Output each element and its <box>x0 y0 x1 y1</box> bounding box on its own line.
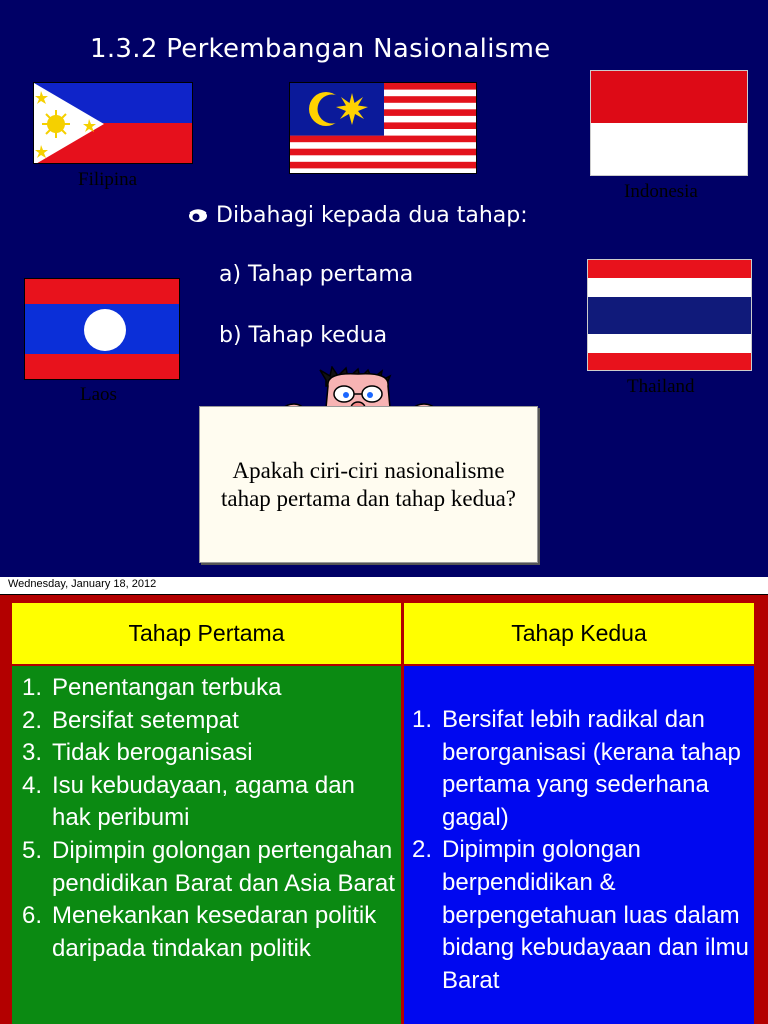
list-item: 6. Menekankan kesedaran politik daripada tindakan politik <box>22 902 377 962</box>
stages-intro <box>188 203 528 228</box>
indonesia-flag <box>590 70 748 176</box>
thailand-label: Thailand <box>627 376 695 397</box>
question-card <box>199 406 538 563</box>
malaysia-flag <box>289 82 477 174</box>
philippines-flag <box>33 82 193 164</box>
list-item: 1. Bersifat lebih radikal dan berorganisasi (kerana tahap pertama yang sederhana gagal) <box>412 706 741 831</box>
list-item: 2. Dipimpin golongan berpendidikan & berpengetahuan luas dalam bidang kebudayaan dan ilmu Barat <box>412 836 749 994</box>
list-item: 4. Isu kebudayaan, agama dan hak peribumi <box>22 771 355 832</box>
stage-b: b) Tahap kedua <box>219 323 388 348</box>
second-stage-column <box>404 666 754 1024</box>
list-item: 1. Penentangan terbuka <box>22 674 282 701</box>
laos-label: Laos <box>80 384 117 405</box>
indonesia-label: Indonesia <box>624 181 698 202</box>
thailand-flag <box>587 259 752 371</box>
slide-title: 1.3.2 Perkembangan Nasionalisme <box>90 34 551 64</box>
stages-intro-text: Dibahagi kepada dua tahap: <box>216 203 528 228</box>
question-text: Apakah ciri-ciri nasionalisme tahap pertama dan tahap kedua? <box>220 458 516 511</box>
first-stage-column <box>12 666 401 1024</box>
list-item: 5. Dipimpin golongan pertengahan pendidikan Barat dan Asia Barat <box>22 836 395 897</box>
eye-bullet-icon <box>188 209 208 223</box>
slide-2 <box>0 594 768 1024</box>
second-stage-list <box>412 704 752 997</box>
laos-flag <box>24 278 180 380</box>
header-second-stage: Tahap Kedua <box>404 603 754 664</box>
list-item: 3. Tidak beroganisasi <box>22 739 253 767</box>
philippines-label: Filipina <box>78 169 138 190</box>
stage-a: a) Tahap pertama <box>219 262 414 287</box>
header-first-stage: Tahap Pertama <box>12 603 401 664</box>
slide-date: Wednesday, January 18, 2012 <box>8 578 157 590</box>
list-item: 2. Bersifat setempat <box>22 706 239 734</box>
first-stage-list <box>22 672 397 965</box>
